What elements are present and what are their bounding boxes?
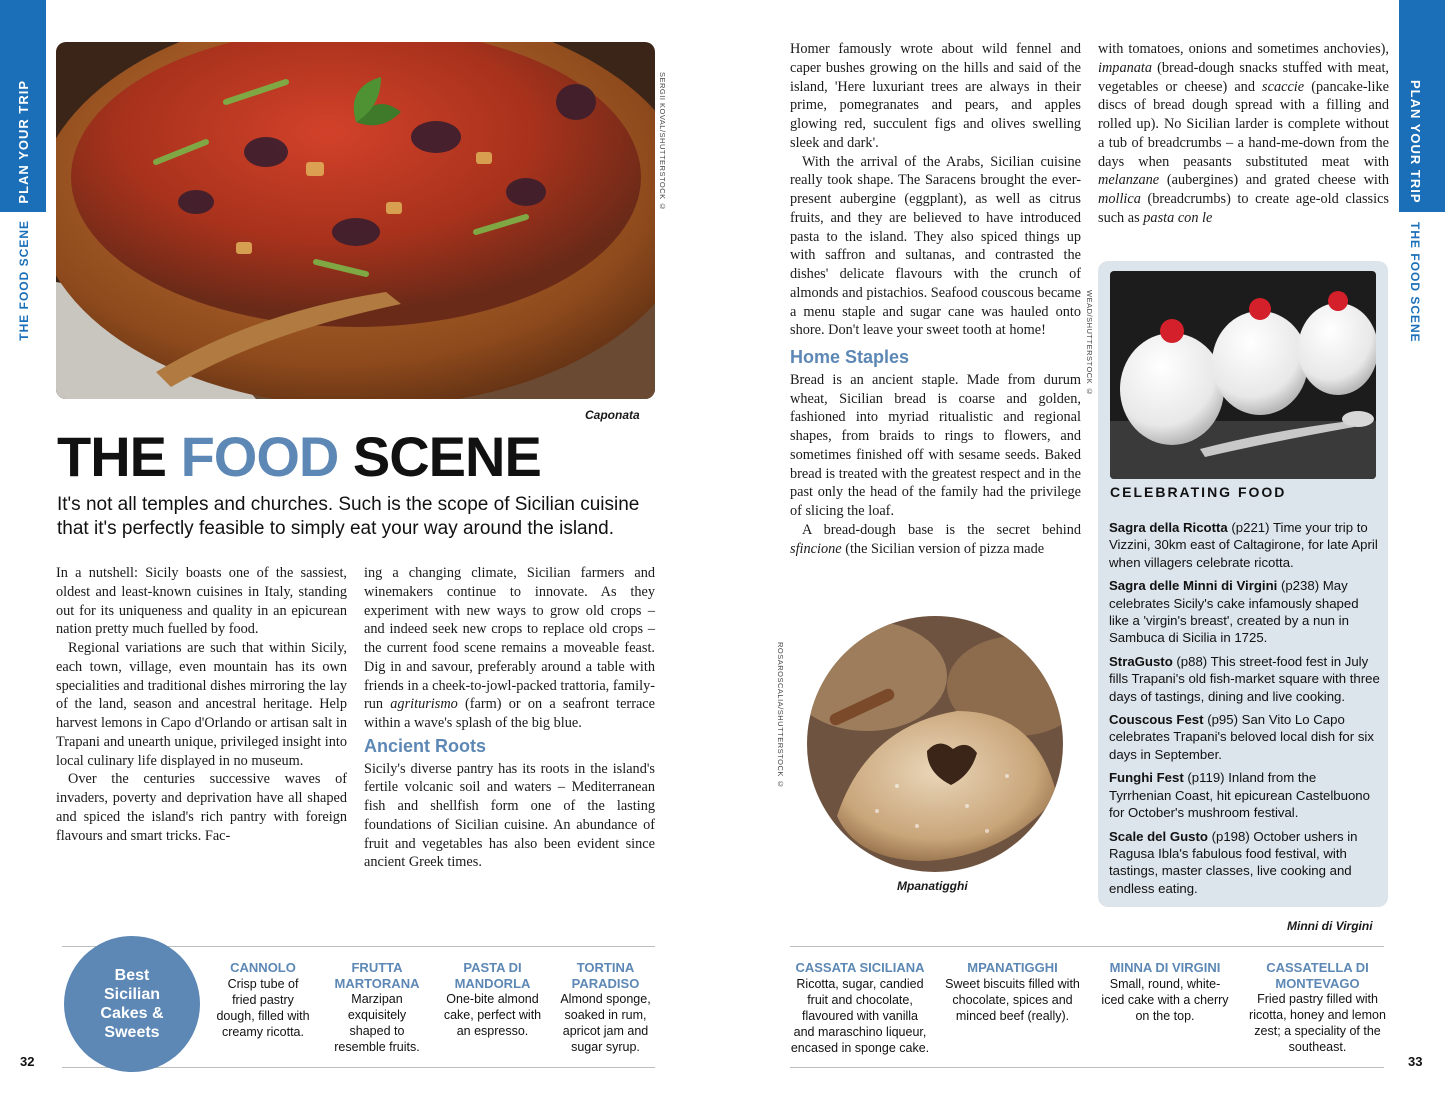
sweet-item-mpanatigghi: MPANATIGGHI Sweet biscuits filled with chocolate, spices and minced beef (really). xyxy=(945,960,1080,1023)
sweet-item-cassata-siciliana: CASSATA SICILIANA Ricotta, sugar, candied fruit and chocolate, flavoured with vanilla and maraschino liqueur, encased in sponge cake. xyxy=(790,960,930,1055)
page-number-left: 32 xyxy=(20,1054,35,1069)
body-column-4 xyxy=(1098,40,1389,228)
body-column-1 xyxy=(56,564,347,845)
title-part-2: SCENE xyxy=(338,425,541,488)
festival-item: Couscous Fest (p95) San Vito Lo Capo celebrates Trapani's beloved local dish for six days in September. xyxy=(1109,712,1374,762)
left-section-tab-label: PLAN YOUR TRIP xyxy=(16,80,31,204)
col1-paragraph-1: In a nutshell: Sicily boasts one of the sassiest, oldest and least-known cuisines in Italy, standing out for its uniqueness and quality in an epicurean nation pretty much fuelled by food. xyxy=(56,565,347,638)
caponata-photo xyxy=(56,42,655,399)
mpanatigghi-photo xyxy=(807,616,1063,872)
title-accent: FOOD xyxy=(180,425,339,488)
col1-paragraph-3: Over the centuries successive waves of invaders, poverty and deprivation have all shaped and spiced the island's rich pantry with foreign flavours and smart tricks. Fac- xyxy=(56,771,347,844)
sweet-item-cannolo: CANNOLO Crisp tube of fried pastry dough, filled with creamy ricotta. xyxy=(216,960,310,1039)
col3-paragraph-1: Homer famously wrote about wild fennel and caper bushes growing on the hills and said of the island, 'Here luxuriant trees are always in their prime, pomegranates and pears, and apples glowing red, succulent figs and olives swelling sleek and dark'. xyxy=(790,41,1081,151)
body-column-2 xyxy=(364,564,655,872)
sweets-rule-right-top xyxy=(790,946,1384,947)
col2-paragraph-1: ing a changing climate, Sicilian farmers and winemakers continue to innovate. As they experiment with new ways to grow old crops – and indeed seek new crops to replace old crops – the current food scene remains a moveable feast. Dig in and savour, preferably around a table with friends in a cheek-to-jowl-packed trattoria, family-run agriturismo (farm) or on a seafront terrace within a wave's splash of the big blue. xyxy=(364,565,655,731)
col3-paragraph-4: A bread-dough base is the secret behind sfincione (the Sicilian version of pizza made xyxy=(790,521,1081,557)
page-title xyxy=(57,424,541,489)
col2-paragraph-2: Sicily's diverse pantry has its roots in the island's fertile volcanic soil and waters – Mediterranean fish and shellfish form one of the lasting foundations of Sicilian cuisine. An abundance of fruit and vegetables has also been evident since ancient Greek times. xyxy=(364,760,655,871)
sweet-item-pasta-di-mandorla: PASTA DI MANDORLA One-bite almond cake, perfect with an espresso. xyxy=(443,960,542,1038)
heading-home-staples: Home Staples xyxy=(790,347,910,367)
festival-item: Sagra della Ricotta (p221) Time your trip to Vizzini, 30km east of Caltagirone, for late April when villagers celebrate ricotta. xyxy=(1109,520,1378,570)
intro-text: It's not all temples and churches. Such is the scope of Sicilian cuisine that it's perfectly feasible to simply eat your way around the island. xyxy=(57,494,640,539)
mpanatigghi-photo-credit: ROSAROSCALIA/SHUTTERSTOCK © xyxy=(776,642,785,789)
festival-item: Funghi Fest (p119) Inland from the Tyrrhenian Coast, hit epicurean Castelbuono for October's mushroom festival. xyxy=(1109,770,1370,821)
sweet-item-frutta-martorana: FRUTTA MARTORANA Marzipan exquisitely shaped to resemble fruits. xyxy=(334,960,420,1054)
col4-paragraph-1: with tomatoes, onions and sometimes anchovies), impanata (bread-dough snacks stuffed with meat, vegetables or cheese) and scaccie (pancake-like discs of bread dough spread with a filling and rolled up). No Sicilian larder is complete without a tub of breadcrumbs – a hand-me-down from the days when peasants substituted meat with melanzane (aubergines) and grated cheese with mollica (breadcrumbs) to create age-old classics such as pasta con le xyxy=(1098,41,1389,226)
mpanatigghi-illustration xyxy=(807,616,1063,872)
col3-paragraph-2: With the arrival of the Arabs, Sicilian cuisine really took shape. The Saracens brought the ever-present aubergine (eggplant), as well as citrus fruits, and they are believed to have introduced pasta to the island. They also spiced things up with saffron and sultanas, and contrasted the dishes' delicate flavours with the crunch of almonds and pistachios. Seafood couscous became a menu staple and sugar cane was hauled onto shore. Don't leave your sweet tooth at home! xyxy=(790,153,1081,339)
caponata-photo-credit: SERGII KOVAL/SHUTTERSTOCK © xyxy=(658,72,667,212)
right-chapter-label: THE FOOD SCENE xyxy=(1408,222,1422,343)
badge-line: Cakes & xyxy=(100,1005,164,1022)
right-section-tab-label: PLAN YOUR TRIP xyxy=(1408,80,1423,204)
caponata-caption: Caponata xyxy=(585,408,640,422)
page-number-right: 33 xyxy=(1408,1054,1423,1069)
mpanatigghi-caption: Mpanatigghi xyxy=(897,879,968,893)
badge-line: Sweets xyxy=(104,1024,160,1041)
celebrating-food-list xyxy=(1109,519,1381,903)
col3-paragraph-3: Bread is an ancient staple. Made from durum wheat, Sicilian bread is coarse and golden, fashioned into myriad ritualistic and regional shapes, from braids to rings to flowers, and sometimes finished off with sesame seeds. Baked bread is treated with the greatest respect and in the past only the head of the family had the privilege of slicing the loaf. xyxy=(790,371,1081,519)
festival-item: Sagra delle Minni di Virgini (p238) May celebrates Sicily's cake infamously shaped like a 'virgin's breast', created by a nun in Sambuca di Sicilia in 1725. xyxy=(1109,578,1359,646)
sweet-item-tortina-paradiso: TORTINA PARADISO Almond sponge, soaked in rum, apricot jam and sugar syrup. xyxy=(560,960,651,1054)
left-chapter-label: THE FOOD SCENE xyxy=(17,220,31,341)
minni-di-virgini-photo xyxy=(1110,271,1376,479)
badge-line: Sicilian xyxy=(103,986,161,1003)
minni-caption: Minni di Virgini xyxy=(1287,919,1373,933)
title-part-1: THE xyxy=(57,425,181,488)
body-column-3 xyxy=(790,40,1081,558)
celebrating-food-title: CELEBRATING FOOD xyxy=(1110,484,1287,500)
col2-italic-agriturismo: agriturismo xyxy=(390,696,458,713)
badge-line: Best xyxy=(114,967,150,984)
col3-italic-sfincione: sfincione xyxy=(790,540,842,557)
festival-item: StraGusto (p88) This street-food fest in July fills Trapani's old fish-market square with three days of tastings, dining and live cooking. xyxy=(1109,653,1380,704)
best-sweets-badge xyxy=(64,936,200,1072)
festival-item: Scale del Gusto (p198) October ushers in Ragusa Ibla's fabulous food festival, with tastings, master classes, live cooking and endless eating. xyxy=(1109,828,1358,896)
sweet-item-cassatella-di-montevago: CASSATELLA DI MONTEVAGO Fried pastry filled with ricotta, honey and lemon zest; a speciality of the southeast. xyxy=(1249,960,1386,1054)
col1-paragraph-2: Regional variations are such that within Sicily, each town, village, even mountain has its own specialities and traditional dishes mirroring the lay of the land, season and ancestral heritage. Help harvest lemons in Capo d'Orlando or artisan salt in Trapani and unearth unique, privileged insight into local culinary life displayed in no museum. xyxy=(56,640,347,769)
sweets-rule-right-bottom xyxy=(790,1067,1384,1068)
caponata-illustration xyxy=(56,42,655,399)
sweet-item-minna-di-virgini: MINNA DI VIRGINI Small, round, white- iced cake with a cherry on the top. xyxy=(1101,960,1229,1023)
minni-photo-credit: WEAD/SHUTTERSTOCK © xyxy=(1085,290,1094,397)
minni-illustration xyxy=(1110,271,1376,479)
heading-ancient-roots: Ancient Roots xyxy=(364,735,487,756)
